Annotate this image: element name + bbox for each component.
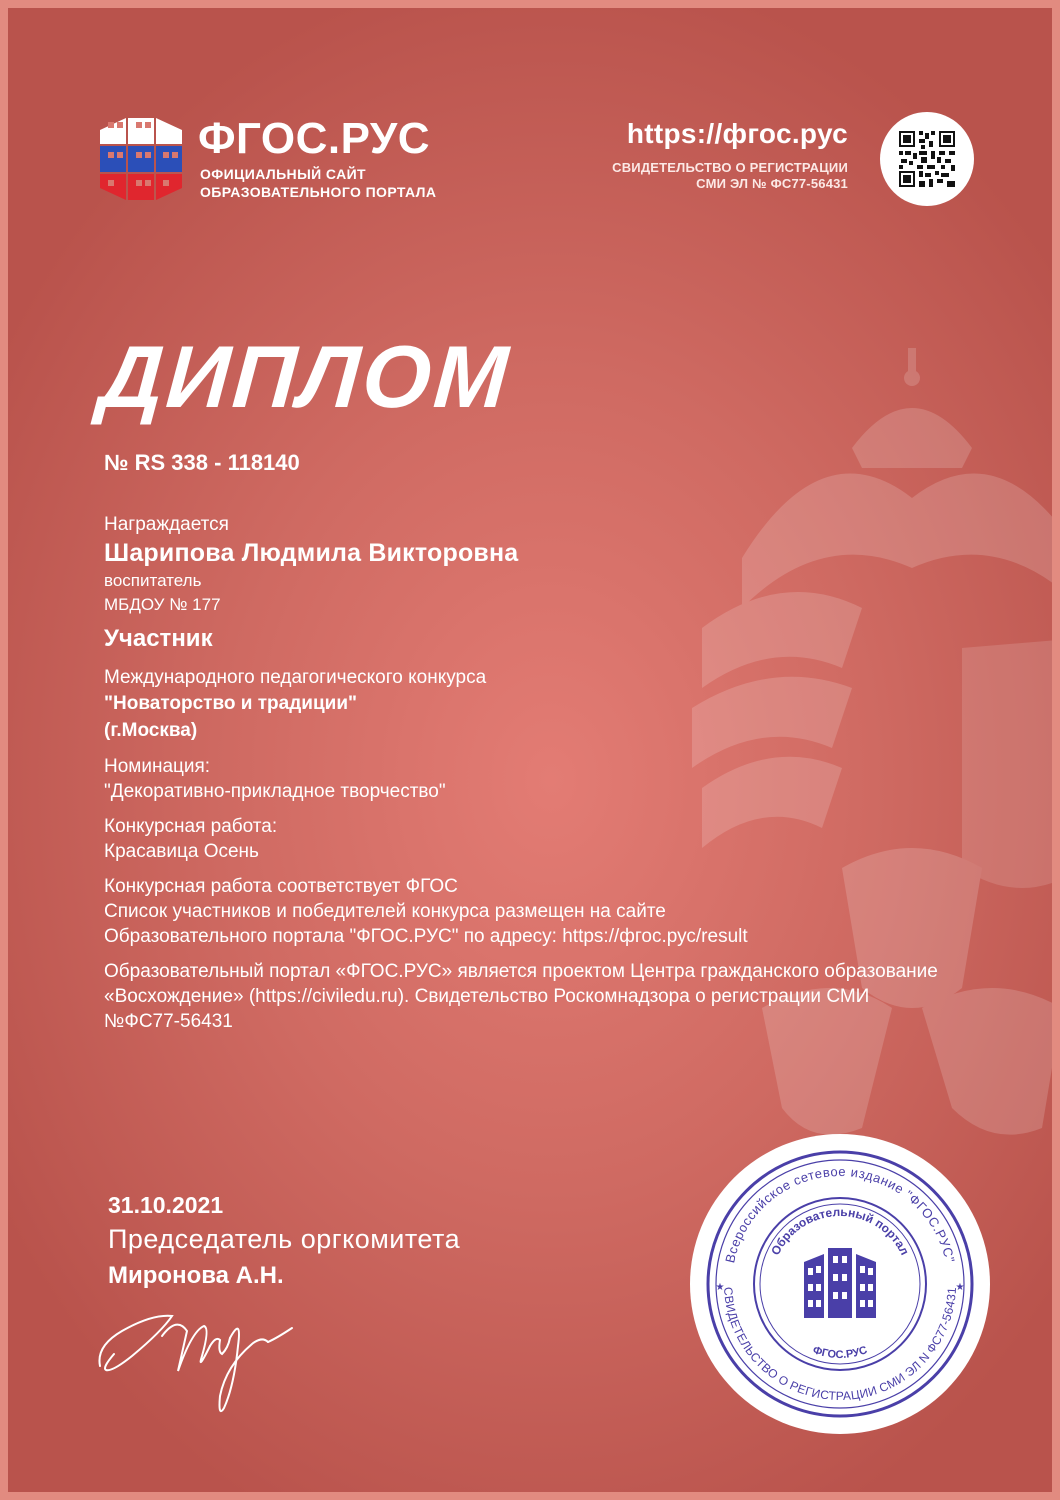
- stamp-inner-top-text: Образовательный портал: [768, 1204, 912, 1258]
- stamp-outer-bottom-text: СВИДЕТЕЛЬСТВО О РЕГИСТРАЦИИ СМИ ЭЛ N ФС77-56431: [720, 1286, 959, 1404]
- results-url-note: Образовательного портала "ФГОС.РУС" по адресу: https://фгос.рус/result: [104, 926, 748, 947]
- logo-subtitle: ОФИЦИАЛЬНЫЙ САЙТ: [200, 166, 367, 182]
- stamp-building-icon: [804, 1248, 876, 1318]
- issue-date: 31.10.2021: [108, 1192, 224, 1218]
- svg-text:★: ★: [715, 1282, 725, 1293]
- diploma-title: ДИПЛОМ: [96, 327, 514, 426]
- portal-note: Образовательный портал «ФГОС.РУС» является проектом Центра гражданского образование: [104, 961, 938, 982]
- nomination-label: Номинация:: [104, 756, 211, 777]
- chair-title: Председатель оргкомитета: [108, 1224, 461, 1254]
- work-label: Конкурсная работа:: [104, 816, 278, 837]
- awarded-label: Награждается: [104, 514, 229, 535]
- contest-description: Международного педагогического конкурса: [104, 667, 487, 688]
- contest-city: (г.Москва): [104, 720, 198, 741]
- recipient-position: воспитатель: [104, 571, 202, 590]
- portal-note: «Восхождение» (https://civiledu.ru). Свидетельство Роскомнадзора о регистрации СМИ: [104, 986, 870, 1007]
- logo-subtitle: ОБРАЗОВАТЕЛЬНОГО ПОРТАЛА: [200, 184, 437, 200]
- work-value: Красавица Осень: [104, 841, 259, 862]
- site-logo: [100, 114, 470, 204]
- award-status: Участник: [104, 625, 213, 652]
- diploma-number: № RS 338 - 118140: [104, 450, 300, 475]
- stamp-outer-top-text: Всероссийское сетевое издание "ФГОС.РУС": [722, 1163, 958, 1265]
- recipient-organization: МБДОУ № 177: [104, 595, 221, 614]
- registration-text: СМИ ЭЛ № ФС77-56431: [696, 176, 848, 191]
- chair-name: Миронова А.Н.: [108, 1262, 284, 1289]
- contest-name: "Новаторство и традиции": [104, 693, 358, 714]
- results-note: Список участников и победителей конкурса размещен на сайте: [104, 901, 666, 922]
- site-url-link[interactable]: https://фгос.рус: [626, 118, 848, 149]
- registration-text: СВИДЕТЕЛЬСТВО О РЕГИСТРАЦИИ: [612, 160, 848, 175]
- diploma-content: [104, 512, 1004, 1034]
- official-stamp: [690, 1134, 990, 1434]
- logo-mark-icon: [100, 118, 182, 200]
- stamp-emblem: [700, 1144, 980, 1424]
- logo-title: ФГОС.РУС: [198, 114, 431, 163]
- fgos-note: Конкурсная работа соответствует ФГОС: [104, 876, 458, 897]
- svg-text:ФГОС.РУС: [811, 1344, 869, 1361]
- portal-note: №ФС77-56431: [104, 1011, 233, 1032]
- svg-text:★: ★: [955, 1282, 965, 1293]
- stamp-inner-bottom-text: ФГОС.РУС: [811, 1344, 869, 1362]
- recipient-name: Шарипова Людмила Викторовна: [104, 539, 519, 567]
- qr-code[interactable]: [880, 112, 974, 206]
- nomination-value: "Декоративно-прикладное творчество": [104, 781, 446, 802]
- qr-code-icon: [899, 131, 955, 187]
- signature-image: [92, 1276, 312, 1426]
- header-info: [612, 118, 848, 191]
